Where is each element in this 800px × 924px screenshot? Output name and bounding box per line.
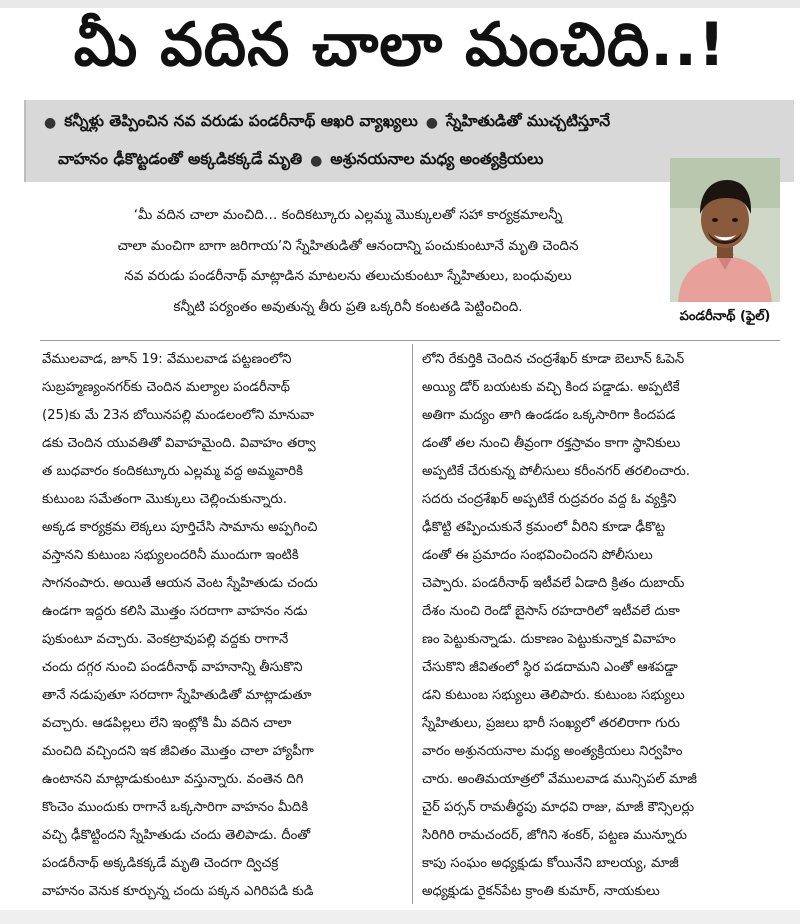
article-line: వారం అశ్రునయనాల మధ్య అంత్యక్రియలు నిర్వహిం <box>422 744 683 759</box>
article-line: అక్కడ కార్యక్రమ లెక్కలు పూర్తిచేసి సామాను అప్పగించి <box>42 520 318 535</box>
article-line: అప్పటికే చేరుకున్న పోలీసులు కరీంనగర్ తరలించారు. <box>422 464 690 479</box>
article-line: ఉంటానని మాట్లాడుకుంటూ వస్తున్నారు. వంతెన దిగి <box>42 772 304 787</box>
article-line: కాపు సంఘం అధ్యక్షుడు కోయినేని బాలయ్య, మాజీ <box>422 856 679 871</box>
column-divider <box>412 344 413 904</box>
article-column-left <box>42 346 406 906</box>
deck-point-2-continued: వాహనం ఢీకొట్టడంతో అక్కడికక్కడే మృతి <box>58 150 303 168</box>
article-line: (25)కు మే 23న బోయినపల్లి మండలంలోని మానువా <box>42 408 314 423</box>
article-line: వస్తానని కుటుంబ సభ్యులందరినీ ముందుగా ఇంటికి <box>42 548 299 563</box>
article-line: కుటుంబ సమేతంగా మొక్కులు చెల్లించుకున్నారు. <box>42 492 287 507</box>
article-line: చైర్ పర్సన్ రామతీర్థపు మాధవి రాజు, మాజీ కౌన్సిలర్లు <box>422 800 695 815</box>
photo-caption: పండరీనాథ్ (ఫైల్) <box>679 309 771 324</box>
intro-line: కన్నీటి పర్యంతం అవుతున్న తీరు ప్రతి ఒక్కరినీ కంటతడి పెట్టించింది. <box>173 298 523 315</box>
article-line: ఢీకొట్టి తప్పించుకునే క్రమంలో వీరిని కూడా ఢీకొట్ట <box>422 520 666 535</box>
article-line: డంతో ఈ ప్రమాదం సంభవించిందని పోలీసులు <box>422 548 653 563</box>
article-line: సిరిగిరి రామచందర్, జోగిని శంకర్, పట్టణ మున్నూరు <box>422 828 687 843</box>
article-line: ణం పెట్టుకున్నాడు. దుకాణం పెట్టుకున్నాక వివాహం <box>422 632 676 647</box>
article-line: ఉండగా ఇద్దరు కలిసి మొత్తం సరదాగా వాహనం నడు <box>42 604 308 619</box>
article-line: వాహనం వెనుక కూర్చున్న చందు పక్కన ఎగిరిపడి కుడి <box>42 884 314 899</box>
article-line: అధ్యక్షుడు రైకన్‌పేట క్రాంతి కుమార్, నాయకులు <box>422 884 660 899</box>
article-line: డకు చెందిన యువతితో వివాహమైంది. వివాహం తర్వా <box>42 436 316 451</box>
article-line: కొంచెం ముందుకు రాగానే ఒక్కసారిగా వాహనం మీదికి <box>42 800 309 815</box>
article-line: సదరు చంద్రశేఖర్ అప్పటికే రుద్రవరం వద్ద ఓ వ్యక్తిని <box>422 492 677 507</box>
intro-paragraph <box>40 200 656 340</box>
article-line: త బుధవారం కందికట్కూరు ఎల్లమ్మ వద్ద అమ్మవారికి <box>42 464 303 479</box>
article-line: డంతో తల నుంచి తీవ్రంగా రక్తస్రావం కాగా స్థానికులు <box>422 436 681 451</box>
article-line: పుకుంటూ వచ్చారు. వెంకట్రావుపల్లి వద్దకు రాగానే <box>42 632 289 647</box>
intro-line: నవ వరుడు పండరీనాథ్ మాట్లాడిన మాటలను తలుచుకుంటూ స్నేహితులు, బంధువులు <box>124 268 572 284</box>
deck-point-1: కన్నీళ్లు తెప్పించిన నవ వరుడు పండరీనాథ్ ఆఖరి వ్యాఖ్యలు <box>64 112 418 130</box>
article-line: మంచిది వచ్చిందని ఇక జీవితం మొత్తం చాలా హ్యాపీగా <box>42 744 314 759</box>
deck-side-rule <box>24 100 26 182</box>
portrait-illustration <box>670 158 780 302</box>
portrait-photo <box>670 158 780 302</box>
article-line: పండరీనాథ్ అక్కడికక్కడే మృతి చెందగా ద్విచక్ర <box>42 856 279 871</box>
article-column-right <box>422 346 786 906</box>
page-top-edge <box>0 0 800 8</box>
deck-point-2: స్నేహితుడితో ముచ్చటిస్తూనే <box>445 112 611 130</box>
bullet-icon: ● <box>44 115 57 131</box>
bullet-icon: ● <box>310 153 323 169</box>
article-line: తానే నడుపుతూ సరదాగా స్నేహితుడితో మాట్లాడుతూ <box>42 688 312 703</box>
article-line: వచ్చారు. ఆడపిల్లలు లేని ఇంట్లోకి మీ వదిన చాలా <box>42 716 292 731</box>
intro-line: ‘మీ వదిన చాలా మంచిది… కందికట్కూరు ఎల్లమ్మ మొక్కులతో సహా కార్యక్రమాలన్నీ <box>133 207 563 223</box>
article-line: లోని రేకుర్తికి చెందిన చంద్రశేఖర్ కూడా బెలూన్ ఓపెన్ <box>422 352 685 367</box>
section-divider <box>40 340 780 341</box>
article-line: చేసుకొని జీవితంలో స్థిర పడదామని ఎంతో ఆశపడ్డా <box>422 660 678 675</box>
headline: మీ వదిన చాలా మంచిది..! <box>73 10 727 80</box>
article-line: డని కుటుంబ సభ్యులు తెలిపారు. కుటుంబ సభ్యులు <box>422 688 685 703</box>
deck-line-1 <box>24 104 794 142</box>
article-line: వేములవాడ, జూన్ 19: వేములవాడ పట్టణంలోని <box>42 352 292 367</box>
article-line: వచ్చి ఢీకొట్టిందని స్నేహితుడు చందు తెలిపాడు. దీంతో <box>42 828 311 843</box>
article-line: అయ్యి డోర్ బయటకు వచ్చి కింద పడ్డాడు. అప్పటికే <box>422 380 680 395</box>
intro-line: చాలా మంచిగా బాగా జరిగాయ’ని స్నేహితుడితో ఆనందాన్ని పంచుకుంటూనే మృతి చెందిన <box>117 237 579 254</box>
article-line: చెప్పారు. పండరీనాథ్ ఇటీవలే ఏడాది క్రితం దుబాయ్ <box>422 576 685 591</box>
article-line: చారు. అంతిమయాత్రలో వేములవాడ మున్సిపల్ మాజీ <box>422 772 697 787</box>
deck-point-3: అశ్రునయనాల మధ్య అంత్యక్రియలు <box>330 150 544 168</box>
article-line: సాగనంపారు. అయితే ఆయన వెంట స్నేహితుడు చందు <box>42 576 318 591</box>
article-line: సుబ్రహ్మణ్యంనగర్‌కు చెందిన మల్యాల పండరీనాథ్ <box>42 380 290 395</box>
article-line: దేశం నుంచి రెండో బైసాస్ రహదారిలో ఇటీవలే దుకా <box>422 604 680 619</box>
article-line: అతిగా మద్యం తాగి ఉండడం ఒక్కసారిగా కిందపడ <box>422 408 676 423</box>
article-line: చందు దగ్గర నుంచి పండరీనాథ్ వాహనాన్ని తీసుకొని <box>42 660 303 675</box>
article-line: స్నేహితులు, ప్రజలు భారీ సంఖ్యలో తరలిరాగా గురు <box>422 716 680 731</box>
page-bottom-edge <box>0 910 800 924</box>
bullet-icon: ● <box>425 115 438 131</box>
